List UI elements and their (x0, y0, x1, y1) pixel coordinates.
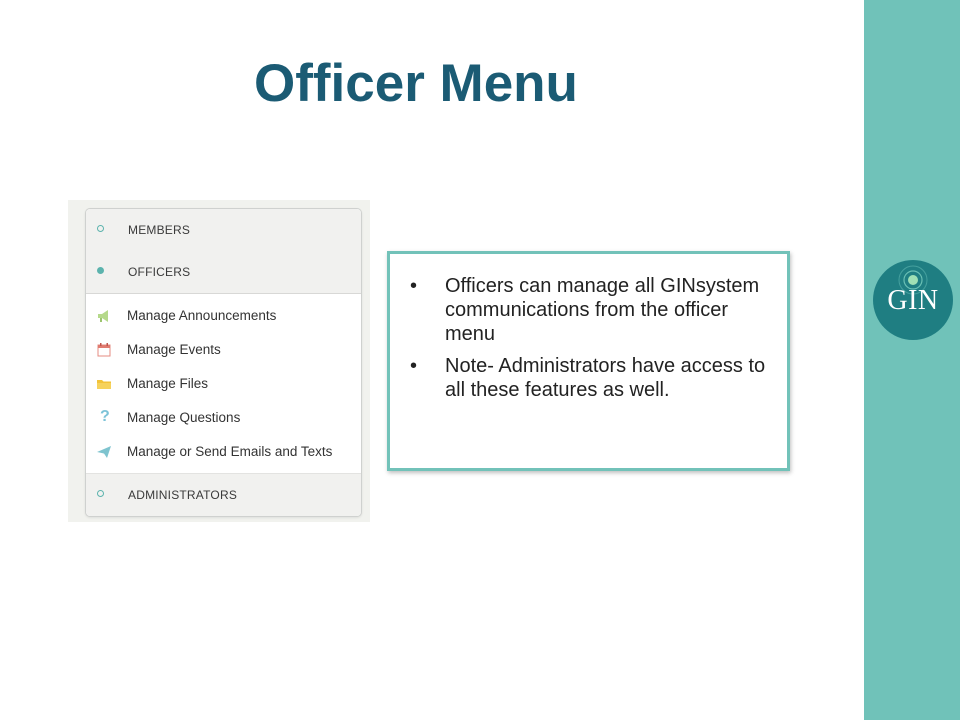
menu-header-officers[interactable] (86, 251, 361, 294)
menu-item-manage-emails-texts[interactable] (86, 435, 361, 469)
menu-item-manage-files[interactable] (86, 367, 361, 401)
menu-header-administrators[interactable] (86, 473, 361, 517)
logo-text: GIN (887, 285, 939, 316)
radio-dot-icon (97, 225, 104, 232)
menu-header-label: OFFICERS (128, 265, 191, 279)
question-icon: ? (100, 408, 110, 425)
paper-plane-icon (96, 444, 112, 460)
menu-panel (85, 208, 362, 517)
menu-item-label: Manage Events (127, 342, 221, 357)
gin-logo (873, 260, 953, 340)
bullet-glyph: • (410, 355, 418, 377)
right-accent-bar (864, 0, 960, 720)
folder-icon (96, 376, 112, 392)
menu-item-manage-questions[interactable] (86, 401, 361, 435)
menu-header-label: MEMBERS (128, 223, 191, 237)
menu-item-manage-announcements[interactable] (86, 299, 361, 333)
menu-item-manage-events[interactable] (86, 333, 361, 367)
menu-item-label: Manage Questions (127, 410, 241, 425)
radio-dot-filled-icon (97, 267, 104, 274)
callout-box (387, 251, 790, 471)
menu-header-label: ADMINISTRATORS (128, 488, 238, 502)
bullet-list (410, 274, 780, 410)
calendar-icon (96, 342, 112, 358)
menu-header-members[interactable] (86, 209, 361, 252)
menu-item-label: Manage or Send Emails and Texts (127, 444, 333, 459)
radio-dot-icon (97, 490, 104, 497)
bullet-item (410, 354, 780, 402)
bullet-text: Note- Administrators have access to all these features as well. (445, 355, 766, 401)
bullet-item (410, 274, 780, 346)
menu-item-label: Manage Files (127, 376, 209, 391)
bullet-glyph: • (410, 275, 418, 297)
officer-menu-screenshot (68, 200, 370, 522)
bullet-text: Officers can manage all GINsystem communications from the officer menu (445, 275, 760, 345)
slide-title: Officer Menu (254, 54, 578, 113)
menu-item-label: Manage Announcements (127, 308, 277, 323)
megaphone-icon (96, 308, 112, 324)
